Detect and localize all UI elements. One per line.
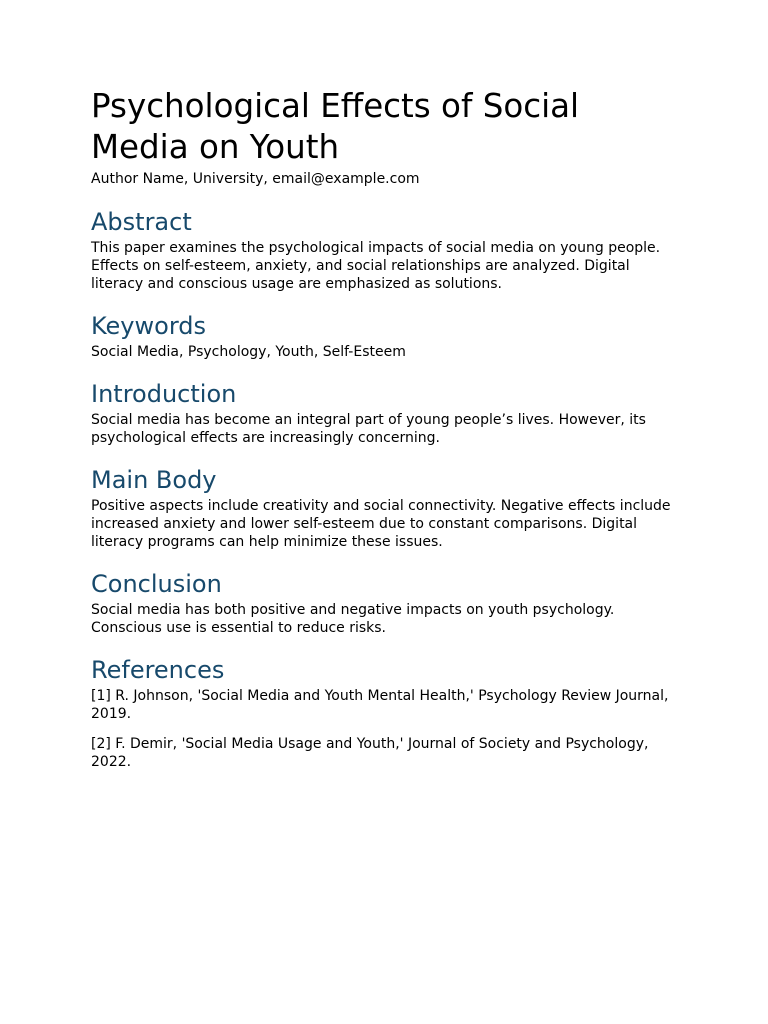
abstract-section xyxy=(91,207,672,293)
keywords-text: Social Media, Psychology, Youth, Self-Esteem xyxy=(91,344,406,360)
introduction-section xyxy=(91,379,672,447)
references-section xyxy=(91,655,672,771)
introduction-heading: Introduction xyxy=(91,380,237,408)
main-body-text: Positive aspects include creativity and social connectivity. Negative effects include increased anxiety and lower self-esteem due to constant comparisons. Digital literacy programs can help minimize these issues. xyxy=(91,498,671,550)
abstract-heading: Abstract xyxy=(91,208,192,236)
keywords-heading: Keywords xyxy=(91,312,207,340)
conclusion-section xyxy=(91,569,672,637)
abstract-text: This paper examines the psychological impacts of social media on young people. Effects on self-esteem, anxiety, and social relationships are analyzed. Digital literacy and conscious usage are emphasized as solutions. xyxy=(91,240,661,292)
conclusion-heading: Conclusion xyxy=(91,570,222,598)
keywords-section xyxy=(91,311,672,361)
reference-item: [2] F. Demir, 'Social Media Usage and Youth,' Journal of Society and Psychology, 2022. xyxy=(91,736,649,770)
author-line: Author Name, University, email@example.com xyxy=(91,171,420,187)
conclusion-text: Social media has both positive and negative impacts on youth psychology. Conscious use is essential to reduce risks. xyxy=(91,602,615,636)
main-body-heading: Main Body xyxy=(91,466,217,494)
references-heading: References xyxy=(91,656,225,684)
paper-title: Psychological Effects of Social Media on Youth xyxy=(91,87,580,166)
reference-item: [1] R. Johnson, 'Social Media and Youth Mental Health,' Psychology Review Journal, 2019. xyxy=(91,688,669,722)
introduction-text: Social media has become an integral part of young people’s lives. However, its psychological effects are increasingly concerning. xyxy=(91,412,646,446)
main-body-section xyxy=(91,465,672,551)
